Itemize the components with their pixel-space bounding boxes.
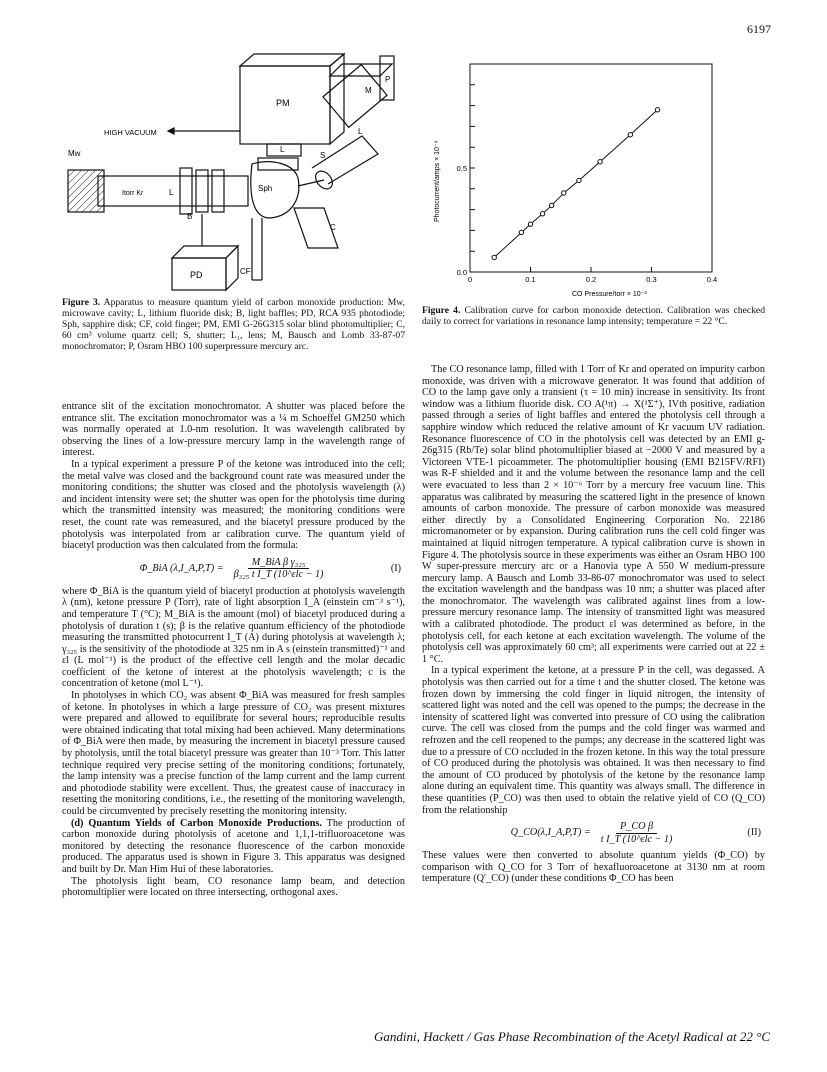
equation-1-fraction bbox=[230, 557, 328, 581]
left-paragraph-5-text: The production of carbon monoxide during photolysis of acetone and 1,1,1-trifluoroacetone was monitored by detecting the resonance fluorescence of the carbon monoxide produced. The apparatus used is shown in Figure 3. This apparatus was designed and built by Dr. Man Him Hui of these laboratories. bbox=[62, 817, 405, 875]
label-l: L bbox=[280, 145, 285, 154]
equation-2-lhs: Q_CO(λ,I_A,P,T) = bbox=[510, 827, 591, 839]
calibration-line bbox=[494, 110, 657, 258]
label-p: P bbox=[385, 75, 391, 84]
right-paragraph-2: In a typical experiment the ketone, at a pressure P in the cell, was degassed. A photolysis was then carried out for a time t and the shutter closed. The ketone was frozen down by immersing the cold finger in liquid nitrogen, the intensity of scattered light was noted and the cell was opened to the pumps; the decrease in the intensity of scattered light was converted into pressure of CO using the calibration curve. The cell was closed from the pumps and the cold finger was warmed and refrozen and the cell reopened to the pumps; any decrease in the scattered light was due to a pressure of CO occluded in the frozen ketone. In this way the total pressure of CO produced during the photolysis was obtained. It was then necessary to find the amount of CO produced by photolysis of the ketone by the resonance lamp alone during an equivalent time. This quantity was always small. The difference in these quantities (P_CO) was then used to obtain the relative yield of CO (Q_CO) from the relationship bbox=[422, 665, 765, 816]
label-pm: PM bbox=[276, 98, 290, 108]
data-point bbox=[540, 212, 544, 216]
label-l1: L bbox=[358, 127, 363, 136]
label-cf: CF bbox=[240, 267, 251, 276]
left-paragraph-3: where Φ_BiA is the quantum yield of biacetyl production at photolysis wavelength λ (nm), ketone pressure P (Torr), rate of light absorption I_A (einstein cm⁻³ s⁻¹), and temperature T (°C); M_BiA is the amount (mol) of biacetyl produced during a photolysis of duration t (s); β is the relative quantum efficiency of the photodiode measuring the transmitted photocurrent I_T (A) during photolysis at wavelength λ; γ₃₂₅ is the sensitivity of the photodiode at 325 nm in A s (einstein transmitted)⁻¹ and εl (L mol⁻¹) is the product of the effective cell length and the molar decadic coefficient of the ketone of interest at the photolysis wavelength; c is the concentration of ketone (mol L⁻¹). bbox=[62, 585, 405, 690]
equation-1-number: (I) bbox=[390, 562, 401, 574]
page-footer: Gandini, Hackett / Gas Phase Recombination of the Acetyl Radical at 22 °C bbox=[374, 1029, 770, 1044]
equation-1-denominator: β₃₂₅ t I_T (10^εlc − 1) bbox=[233, 569, 324, 581]
data-point bbox=[528, 222, 532, 226]
figure3-caption bbox=[62, 297, 405, 352]
x-tick-label: 0 bbox=[467, 275, 473, 284]
data-point bbox=[598, 160, 602, 164]
figure3-apparatus-diagram bbox=[62, 48, 407, 293]
chart-y-axis-label: Photocurrent/amps × 10⁻⁹ bbox=[434, 140, 441, 222]
label-s: S bbox=[320, 151, 326, 160]
figure4-caption bbox=[422, 305, 765, 327]
right-paragraph-1: The CO resonance lamp, filled with 1 Torr of Kr and operated on impurity carbon monoxide, was driven with a microwave generator. It was found that addition of CO to the lamp gave only a transient (τ = 10 min) increase in sensitivity. Its front window was a lithium fluoride disk. CO A(¹π) → X(¹Σ⁺), IVth positive, radiation passed through a series of light baffles and entered the photolysis cell through a sapphire window which reduced the relative amount of Kr vacuum UV radiation. Resonance fluorescence of CO in the photolysis cell was detected by an EMI g-26g315 (Rb/Te) solar blind photomultiplier biased at −2000 V and measured by a Victoreen VTE-1 picoammeter. The photomultiplier housing (EMI B215FV/RFI) was R-F shielded and it and the volume between the resonance lamp and the cell were evacuated to less than 2 × 10⁻⁶ Torr by a mercury free vacuum line. This apparatus was calibrated by measuring the scattered light in the presence of known amounts of carbon monoxide. The pressure of carbon monoxide was measured either directly by a Consolidated Engineering Corporation No. 22186 micromanometer or by expansion. During calibration runs the cell cold finger was maintained at liquid nitrogen temperature. A typical calibration curve is shown in Figure 4. The photolysis source in these experiments was either an Osram HBO 100 W super-pressure mercury arc or a Hanovia type A 550 W medium-pressure mercury lamp. A Bausch and Lomb 33-86-07 monochromator was used to select the excitation wavelength and the bandpass was 10 nm; a shutter was placed after the monochromator. The wavelength was calibrated against lines from a low-pressure mercury resonance lamp. The intensity of transmitted light was measured with a calibrated photodiode. The product εl was determined as before, in the photolysis cell, for each ketone at each excitation wavelength. The volume of the photolysis cell was approximately 60 cm³; all experiments were carried out at 22 ± 1 °C. bbox=[422, 364, 765, 665]
y-tick-label: 0.5 bbox=[456, 164, 467, 173]
label-torr-kr: Itorr Kr bbox=[122, 190, 144, 197]
data-point bbox=[549, 203, 553, 207]
data-point bbox=[655, 108, 659, 112]
equation-2-numerator: P_CO β bbox=[616, 821, 657, 834]
figure4-caption-title: Figure 4. bbox=[422, 305, 461, 316]
equation-2-denominator: t I_T (10^εlc − 1) bbox=[600, 833, 673, 845]
label-pd: PD bbox=[190, 270, 203, 280]
left-paragraph-4: In photolyses in which CO₂ was absent Φ_BiA was measured for fresh samples of ketone. In photolyses in which a large pressure of CO₂ was present mixtures were prepared and allowed to equilibrate for several hours; reproducible results were obtained indicating that total mixing had been achieved. Many determinations of Φ_BiA were then made, by measuring the increment in biacetyl pressure caused by photolysis, until the total biacetyl pressure was greater than 10⁻³ Torr. This latter technique required very precise setting of the monitoring conditions; fortunately, the lamp intensity was a precise function of the lamp current and the lamp current and photodiode stability were excellent. Thus, the greatest cause of inaccuracy in resetting the monitoring conditions, i.e., the resetting of the monitoring wavelength, could be circumvented by precisely resetting the monitoring intensity. bbox=[62, 690, 405, 817]
left-paragraph-6: The photolysis light beam, CO resonance lamp beam, and detection photomultiplier were located on three intersecting, orthogonal axes. bbox=[62, 875, 405, 899]
label-b: B bbox=[187, 212, 193, 221]
data-point bbox=[492, 255, 496, 259]
figure3-caption-text: Apparatus to measure quantum yield of carbon monoxide production: Mw, microwave cavity; L, lithium fluoride disk; B, light baffles; PD, RCA 935 photodiode; Sph, sapphire disk; CF, cold finger; PM, EMI G-26G315 solar blind photomultiplier; C, 60 cm³ volume quartz cell; S, shutter; L₁, lens; M, Bausch and Lomb 33-87-07 monochromator; P, Osram HBO 100 superpressure mercury arc. bbox=[62, 297, 405, 352]
label-mw: Mw bbox=[68, 149, 81, 158]
x-tick-label: 0.3 bbox=[646, 275, 657, 284]
label-l-left: L bbox=[169, 188, 174, 197]
right-column bbox=[422, 364, 765, 885]
figure3-caption-title: Figure 3. bbox=[62, 297, 101, 308]
equation-1 bbox=[62, 554, 405, 584]
left-column bbox=[62, 401, 405, 899]
label-m: M bbox=[365, 86, 372, 95]
label-high-vacuum: HIGH VACUUM bbox=[104, 128, 157, 137]
data-point bbox=[562, 191, 566, 195]
equation-2-number: (II) bbox=[747, 827, 761, 839]
data-point bbox=[628, 133, 632, 137]
figure4-caption-text: Calibration curve for carbon monoxide detection. Calibration was checked daily to correct for variations in resonance lamp intensity; temperature = 22 °C. bbox=[422, 305, 765, 327]
page-number: 6197 bbox=[747, 22, 771, 36]
label-sph: Sph bbox=[258, 184, 273, 193]
x-tick-label: 0.1 bbox=[525, 275, 536, 284]
x-tick-label: 0.4 bbox=[706, 275, 718, 284]
equation-2 bbox=[422, 818, 765, 848]
equation-1-numerator: M_BiA β γ₃₂₅ bbox=[248, 557, 309, 570]
x-tick-label: 0.2 bbox=[585, 275, 597, 284]
left-paragraph-2: In a typical experiment a pressure P of the ketone was introduced into the cell; the metal valve was closed and the background count rate was measured under the monitoring conditions; the shutter was closed and the photolysis wavelength (λ) and incident intensity were set; the shutter was open for the photolysis time during which the transmitted intensity was measured; the monitoring conditions were reset, the count rate was remeasured, and the biacetyl pressure produced by the photolysis was interpolated from ar calibration curve. The quantum yield of biacetyl production was then calculated from the formula: bbox=[62, 458, 405, 552]
right-paragraph-3: These values were then converted to absolute quantum yields (Φ_CO) by comparison with Q_CO for 3 Torr of hexafluoroacetone at 3130 nm at room temperature (Q′_CO) (under these conditions Φ_CO has been bbox=[422, 850, 765, 885]
data-point bbox=[519, 230, 523, 234]
label-c: C bbox=[330, 223, 336, 232]
data-point bbox=[577, 178, 581, 182]
figure4-calibration-chart bbox=[422, 52, 752, 302]
section-heading-co: (d) Quantum Yields of Carbon Monoxide Productions. bbox=[71, 817, 322, 829]
chart-plot-frame bbox=[470, 64, 712, 272]
y-tick-label: 0.0 bbox=[456, 268, 467, 277]
equation-2-fraction bbox=[597, 821, 677, 845]
left-paragraph-5 bbox=[62, 818, 405, 876]
left-paragraph-1: entrance slit of the excitation monochromator. A shutter was placed before the entrance slit. The excitation monochromator was a ¼ m Schoeffel GM250 which was normally operated at 1.0-nm resolution. It was wavelength calibrated by observing the lines of a low-pressure mercury lamp in the wavelength range of interest. bbox=[62, 401, 405, 459]
chart-x-axis-label: CO Pressure/torr × 10⁻³ bbox=[572, 291, 647, 298]
equation-1-lhs: Φ_BiA (λ,I_A,P,T) = bbox=[139, 562, 224, 574]
